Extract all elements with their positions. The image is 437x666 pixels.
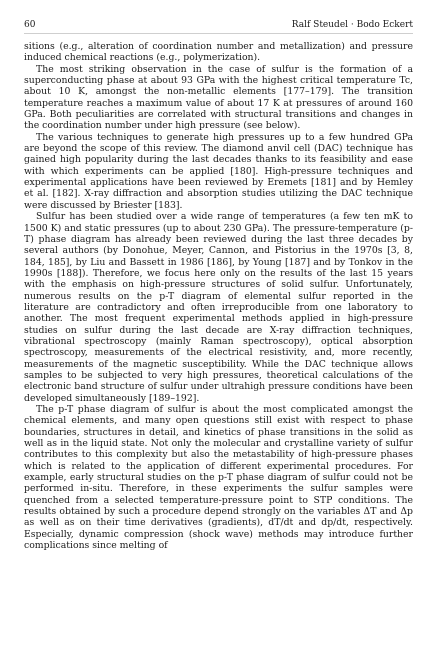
paragraph-continuation: sitions (e.g., alteration of coordination number and metallization) and pressure induced chemical reactions (e.g., polymerization). xyxy=(24,41,413,64)
body-text xyxy=(24,41,413,551)
paragraph-superconducting-phase: The most striking observation in the case of sulfur is the formation of a superconducting phase at about 93 GPa with the highest critical temperature Tc, about 10 K, amongst the non-metallic elements [177–179]. The transition temperature reaches a maximum value of about 17 K at pressures of around 160 GPa. Both peculiarities are correlated with structural transitions and changes in the coordination number under high pressure (see below). xyxy=(24,63,413,132)
page-number: 60 xyxy=(24,20,36,30)
page xyxy=(24,20,413,646)
paragraph-phase-diagram-complexity: The p-T phase diagram of sulfur is about the most complicated amongst the chemical elements, and many open questions still exist with respect to phase boundaries, structures in detail, and kinetics of phase transitions in the solid as well as in the liquid state. Not only the molecular and crystalline variety of sulfur contributes to this complexity but also the metastability of high-pressure phases which is related to the application of different experimental procedures. For example, early structural studies on the p-T phase diagram of sulfur could not be performed in-situ. Therefore, in these experiments the sulfur samples were quenched from a selected temperature-pressure point to STP conditions. The results obtained by such a procedure depend strongly on the variables ΔT and Δp as well as on their time derivatives (gradients), dT/dt and dp/dt, respectively. Especially, dynamic compression (shock wave) methods may introduce further complications since melting of xyxy=(24,404,413,552)
page-header xyxy=(24,20,413,34)
running-head-authors: Ralf Steudel · Bodo Eckert xyxy=(291,20,413,30)
paragraph-phase-diagram-review: Sulfur has been studied over a wide range of temperatures (a few ten mK to 1500 K) and static pressures (up to about 230 GPa). The pressure-temperature (p-T) phase diagram has already been reviewed during the last three decades by several authors (by Donohue, Meyer, Cannon, and Pistorius in the 1970s [3, 8, 184, 185], by Liu and Bassett in 1986 [186], by Young [187] and by Tonkov in the 1990s [188]). Therefore, we focus here only on the results of the last 15 years with the emphasis on high-pressure structures of solid sulfur. Unfortunately, numerous results on the p-T diagram of elemental sulfur reported in the literature are contradictory and often irreproducible from one laboratory to another. The most frequent experimental methods applied in high-pressure studies on sulfur during the last decade are X-ray diffraction techniques, vibrational spectroscopy (mainly Raman spectroscopy), optical absorption spectroscopy, measurements of the electrical resistivity, and, more recently, measurements of the magnetic susceptibility. While the DAC technique allows samples to be subjected to very high pressures, theoretical calculations of the electronic band structure of sulfur under ultrahigh pressure conditions have been developed simultaneously [189–192]. xyxy=(24,211,413,404)
paragraph-high-pressure-techniques: The various techniques to generate high pressures up to a few hundred GPa are beyond the scope of this review. The diamond anvil cell (DAC) technique has gained high popularity during the last decades thanks to its feasibility and ease with which experiments can be applied [180]. High-pressure techniques and experimental applications have been reviewed by Eremets [181] and by Hemley et al. [182]. X-ray diffraction and absorption studies utilizing the DAC technique were discussed by Briester [183]. xyxy=(24,131,413,211)
